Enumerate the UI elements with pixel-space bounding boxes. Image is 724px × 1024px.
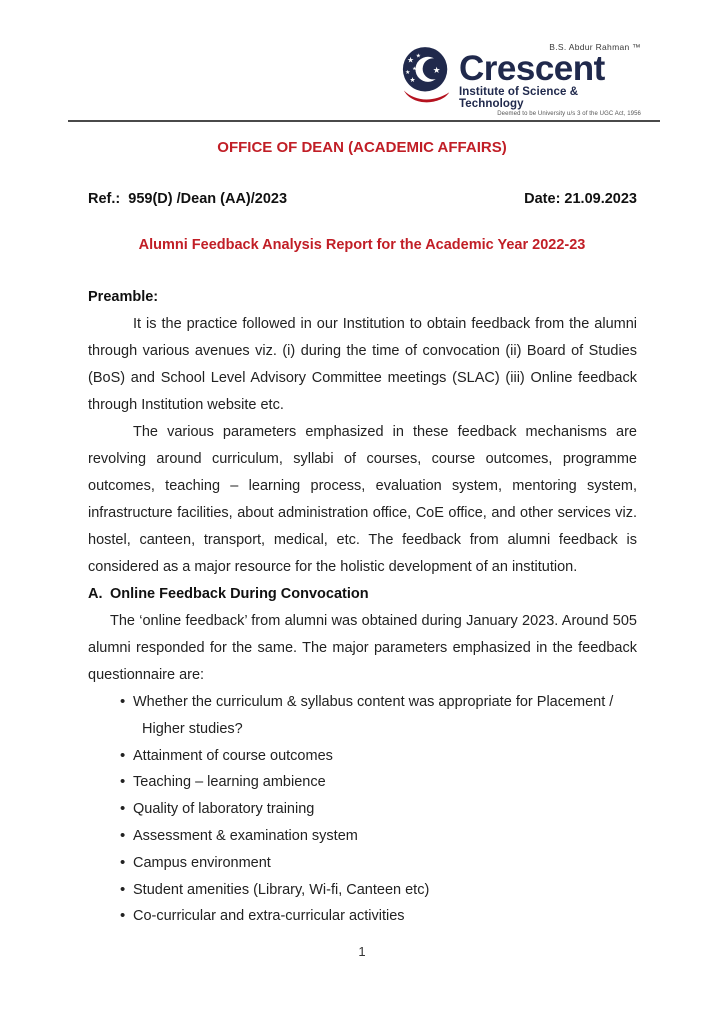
page-number: 1: [358, 944, 366, 959]
list-item: • Quality of laboratory training: [88, 796, 637, 823]
svg-text:★: ★: [412, 67, 417, 73]
feedback-parameters-list: [88, 689, 637, 930]
svg-text:★: ★: [409, 75, 416, 84]
section-a-label: A.: [88, 586, 103, 602]
svg-text:★: ★: [407, 55, 415, 65]
list-item: • Campus environment: [88, 850, 637, 877]
section-a-heading: [88, 581, 637, 608]
svg-text:★: ★: [415, 53, 421, 60]
preamble-paragraph-2: The various parameters emphasized in these feedback mechanisms are revolving around curriculum, syllabi of courses, course outcomes, programme outcomes, teaching – learning process, evaluation system, mentoring system, infrastructure facilities, about administration office, CoE office, and other services viz. hostel, canteen, transport, medical, etc. The feedback from alumni feedback is considered as a major resource for the holistic development of an institution.: [88, 424, 637, 575]
list-item: • Attainment of course outcomes: [88, 743, 637, 770]
institute-logo: [400, 40, 642, 117]
list-item: • Co-curricular and extra-curricular activities: [88, 903, 637, 930]
preamble-paragraph-1: It is the practice followed in our Institution to obtain feedback from the alumni through various avenues viz. (i) during the time of convocation (ii) Board of Studies (BoS) and School Level Advisory Committee meetings (SLAC) (iii) Online feedback through Institution website etc.: [88, 316, 637, 413]
svg-text:★: ★: [405, 70, 411, 77]
header-divider-line: [68, 120, 660, 122]
institute-trademark-name: B.S. Abdur Rahman ™: [549, 42, 641, 52]
office-title: OFFICE OF DEAN (ACADEMIC AFFAIRS): [217, 139, 507, 156]
document-body: [88, 284, 637, 930]
institute-logo-text: [459, 40, 641, 117]
list-item: • Teaching – learning ambience: [88, 769, 637, 796]
preamble-heading: Preamble:: [88, 289, 159, 305]
section-a-heading-text: Online Feedback During Convocation: [110, 586, 369, 602]
institute-brand-name: Crescent: [459, 49, 605, 88]
crescent-moon-stars-emblem-icon: [400, 46, 454, 108]
institute-subtitle: Institute of Science & Technology: [459, 86, 579, 110]
report-title: Alumni Feedback Analysis Report for the Academic Year 2022-23: [138, 237, 586, 253]
list-item: • Assessment & examination system: [88, 823, 637, 850]
reference-number: Ref.: 959(D) /Dean (AA)/2023: [88, 191, 288, 207]
list-item: • Whether the curriculum & syllabus content was appropriate for Placement / Higher studies?: [88, 689, 637, 743]
list-item: • Student amenities (Library, Wi-fi, Canteen etc): [88, 877, 637, 904]
reference-row: [88, 191, 637, 207]
svg-text:★: ★: [432, 66, 441, 77]
institute-tagline: Deemed to be University u/s 3 of the UGC Act, 1956: [497, 111, 641, 117]
section-a-intro: The ‘online feedback’ from alumni was obtained during January 2023. Around 505 alumni responded for the same. The major parameters emphasized in the feedback questionnaire are:: [88, 613, 637, 683]
document-date: Date: 21.09.2023: [524, 191, 637, 207]
